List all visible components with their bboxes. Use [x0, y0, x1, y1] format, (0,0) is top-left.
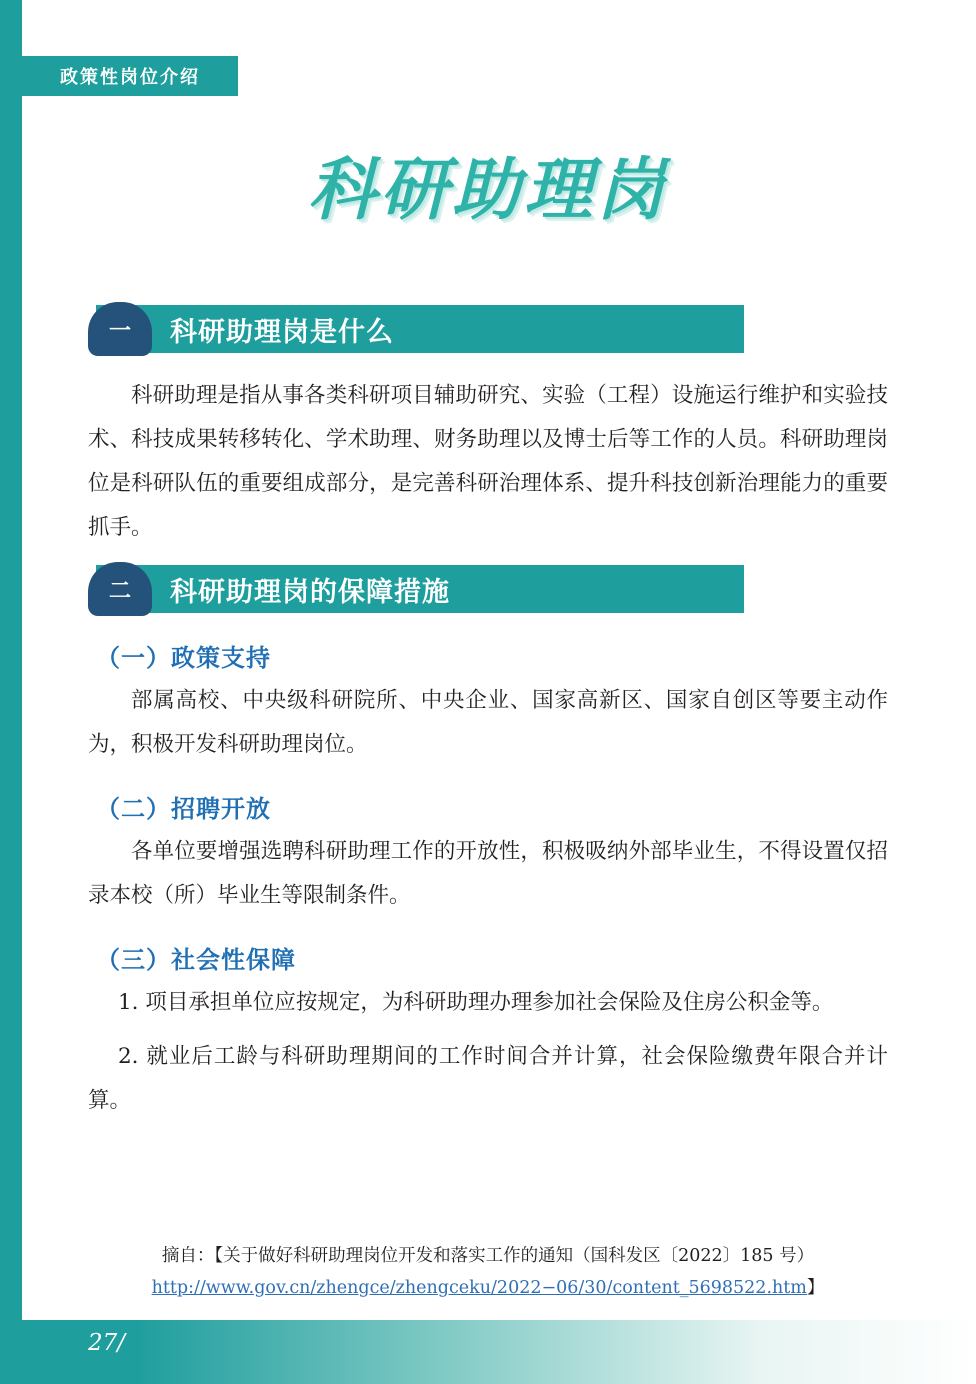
document-content [88, 290, 888, 1133]
source-document-title: 关于做好科研助理岗位开发和落实工作的通知（国科发区〔2022〕185 号） [223, 1246, 815, 1266]
page-title: 科研助理岗 [307, 150, 668, 230]
source-url-link[interactable]: http://www.gov.cn/zhengce/zhengceku/2022−06/30/content_5698522.htm [151, 1278, 807, 1298]
source-citation [88, 1240, 888, 1304]
page-number: 27/ [88, 1330, 126, 1356]
section-number-2: 二 [88, 562, 152, 616]
subsection-heading-2: （二）招聘开放 [96, 794, 271, 823]
subsection-1-paragraph-1: 部属高校、中央级科研院所、中央企业、国家高新区、国家自创区等要主动作为，积极开发科研助理岗位。 [88, 688, 888, 757]
subsection-3-paragraph-2: 2. 就业后工龄与科研助理期间的工作时间合并计算，社会保险缴费年限合并计算。 [88, 1044, 888, 1113]
subsection-3-paragraph-1: 1. 项目承担单位应按规定，为科研助理办理参加社会保险及住房公积金等。 [118, 990, 834, 1015]
subsection-2-paragraph-1: 各单位要增强选聘科研助理工作的开放性，积极吸纳外部毕业生，不得设置仅招录本校（所）毕业生等限制条件。 [88, 839, 888, 908]
section-title-1: 科研助理岗是什么 [170, 316, 394, 348]
subsection-heading-1: （一）政策支持 [96, 643, 271, 672]
section-1-paragraph-1: 科研助理是指从事各类科研项目辅助研究、实验（工程）设施运行维护和实验技术、科技成果转移转化、学术助理、财务助理以及博士后等工作的人员。科研助理岗位是科研队伍的重要组成部分，是完善科研治理体系、提升科技创新治理能力的重要抓手。 [88, 383, 888, 540]
footer-gradient-band [0, 1320, 976, 1384]
section-heading-2 [88, 562, 888, 616]
section-number-1: 一 [88, 302, 152, 356]
source-label: 摘自： [161, 1246, 215, 1266]
header-tag: 政策性岗位介绍 [22, 56, 238, 96]
section-title-2: 科研助理岗的保障措施 [170, 576, 450, 608]
source-open-brace: 【 [214, 1246, 224, 1266]
subsection-heading-3: （三）社会性保障 [96, 945, 296, 974]
section-heading-1 [88, 302, 888, 356]
source-close-brace: 】 [806, 1278, 825, 1298]
